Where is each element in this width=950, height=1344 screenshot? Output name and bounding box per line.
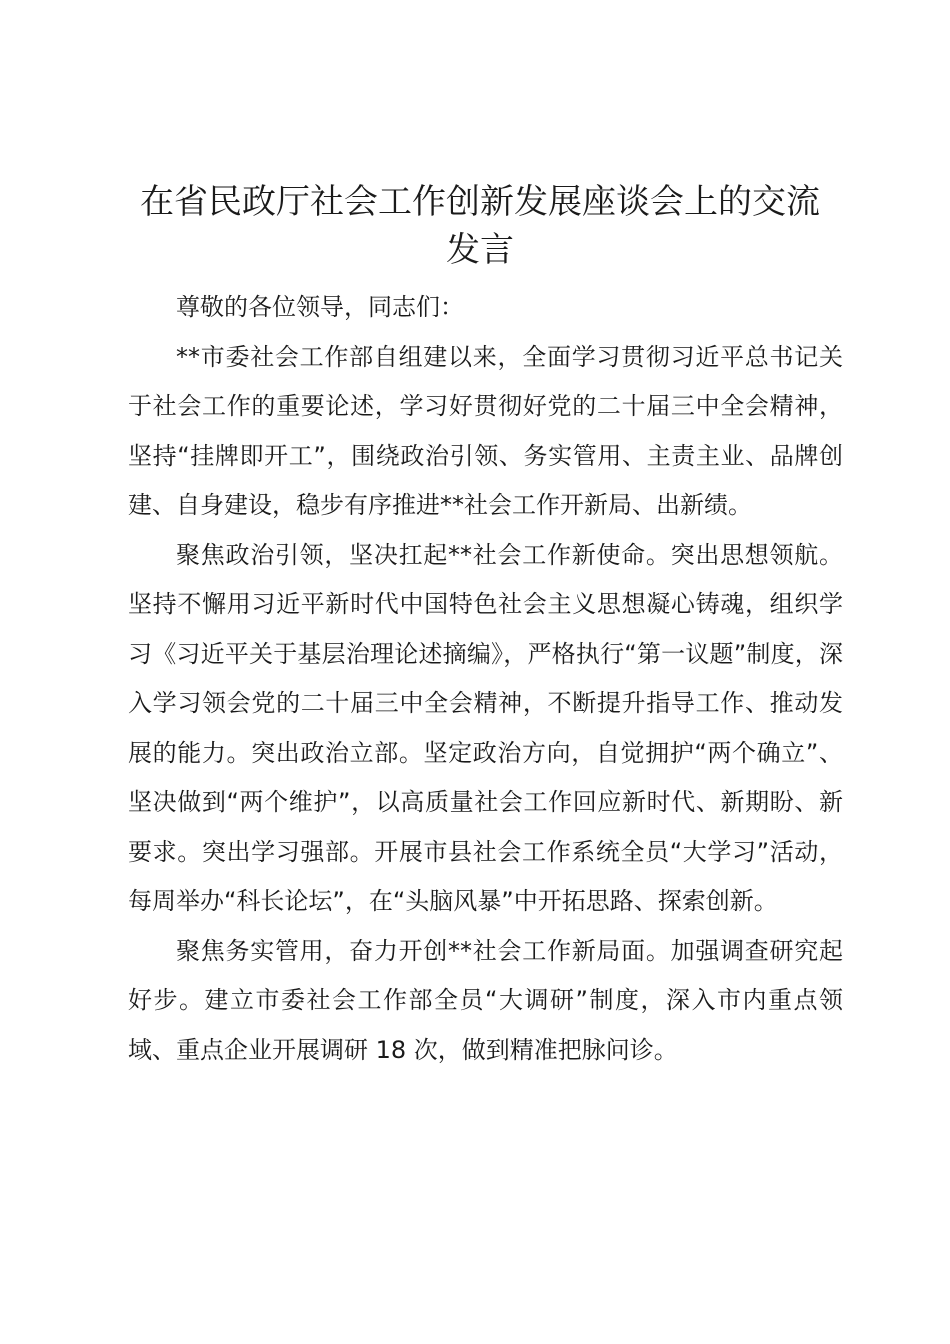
salutation: 尊敬的各位领导，同志们： <box>176 293 464 321</box>
title-line-2: 发言 <box>446 230 514 270</box>
paragraph-1: **市委社会工作部自组建以来，全面学习贯彻习近平总书记关于社会工作的重要论述，学习好贯彻好党的二十届三中全会精神，坚持“挂牌即开工”，围绕政治引领、务实管用、主责主业、品牌创建、自身建设，稳步有序推进**社会工作开新局、出新绩。 <box>128 342 843 519</box>
document-body <box>128 283 843 1075</box>
paragraph-3: 聚焦务实管用，奋力开创**社会工作新局面。加强调查研究起好步。建立市委社会工作部全员“大调研”制度，深入市内重点领域、重点企业开展调研 18 次，做到精准把脉问诊。 <box>128 936 843 1064</box>
title-line-1: 在省民政厅社会工作创新发展座谈会上的交流 <box>140 182 820 222</box>
paragraph-2: 聚焦政治引领，坚决扛起**社会工作新使命。突出思想领航。坚持不懈用习近平新时代中国特色社会主义思想凝心铸魂，组织学习《习近平关于基层治理论述摘编》，严格执行“第一议题”制度，深入学习领会党的二十届三中全会精神，不断提升指导工作、推动发展的能力。突出政治立部。坚定政治方向，自觉拥护“两个确立”、坚决做到“两个维护”，以高质量社会工作回应新时代、新期盼、新要求。突出学习强部。开展市县社会工作系统全员“大学习”活动，每周举办“科长论坛”，在“头脑风暴”中开拓思路、探索创新。 <box>128 540 843 915</box>
document-title <box>100 178 860 274</box>
